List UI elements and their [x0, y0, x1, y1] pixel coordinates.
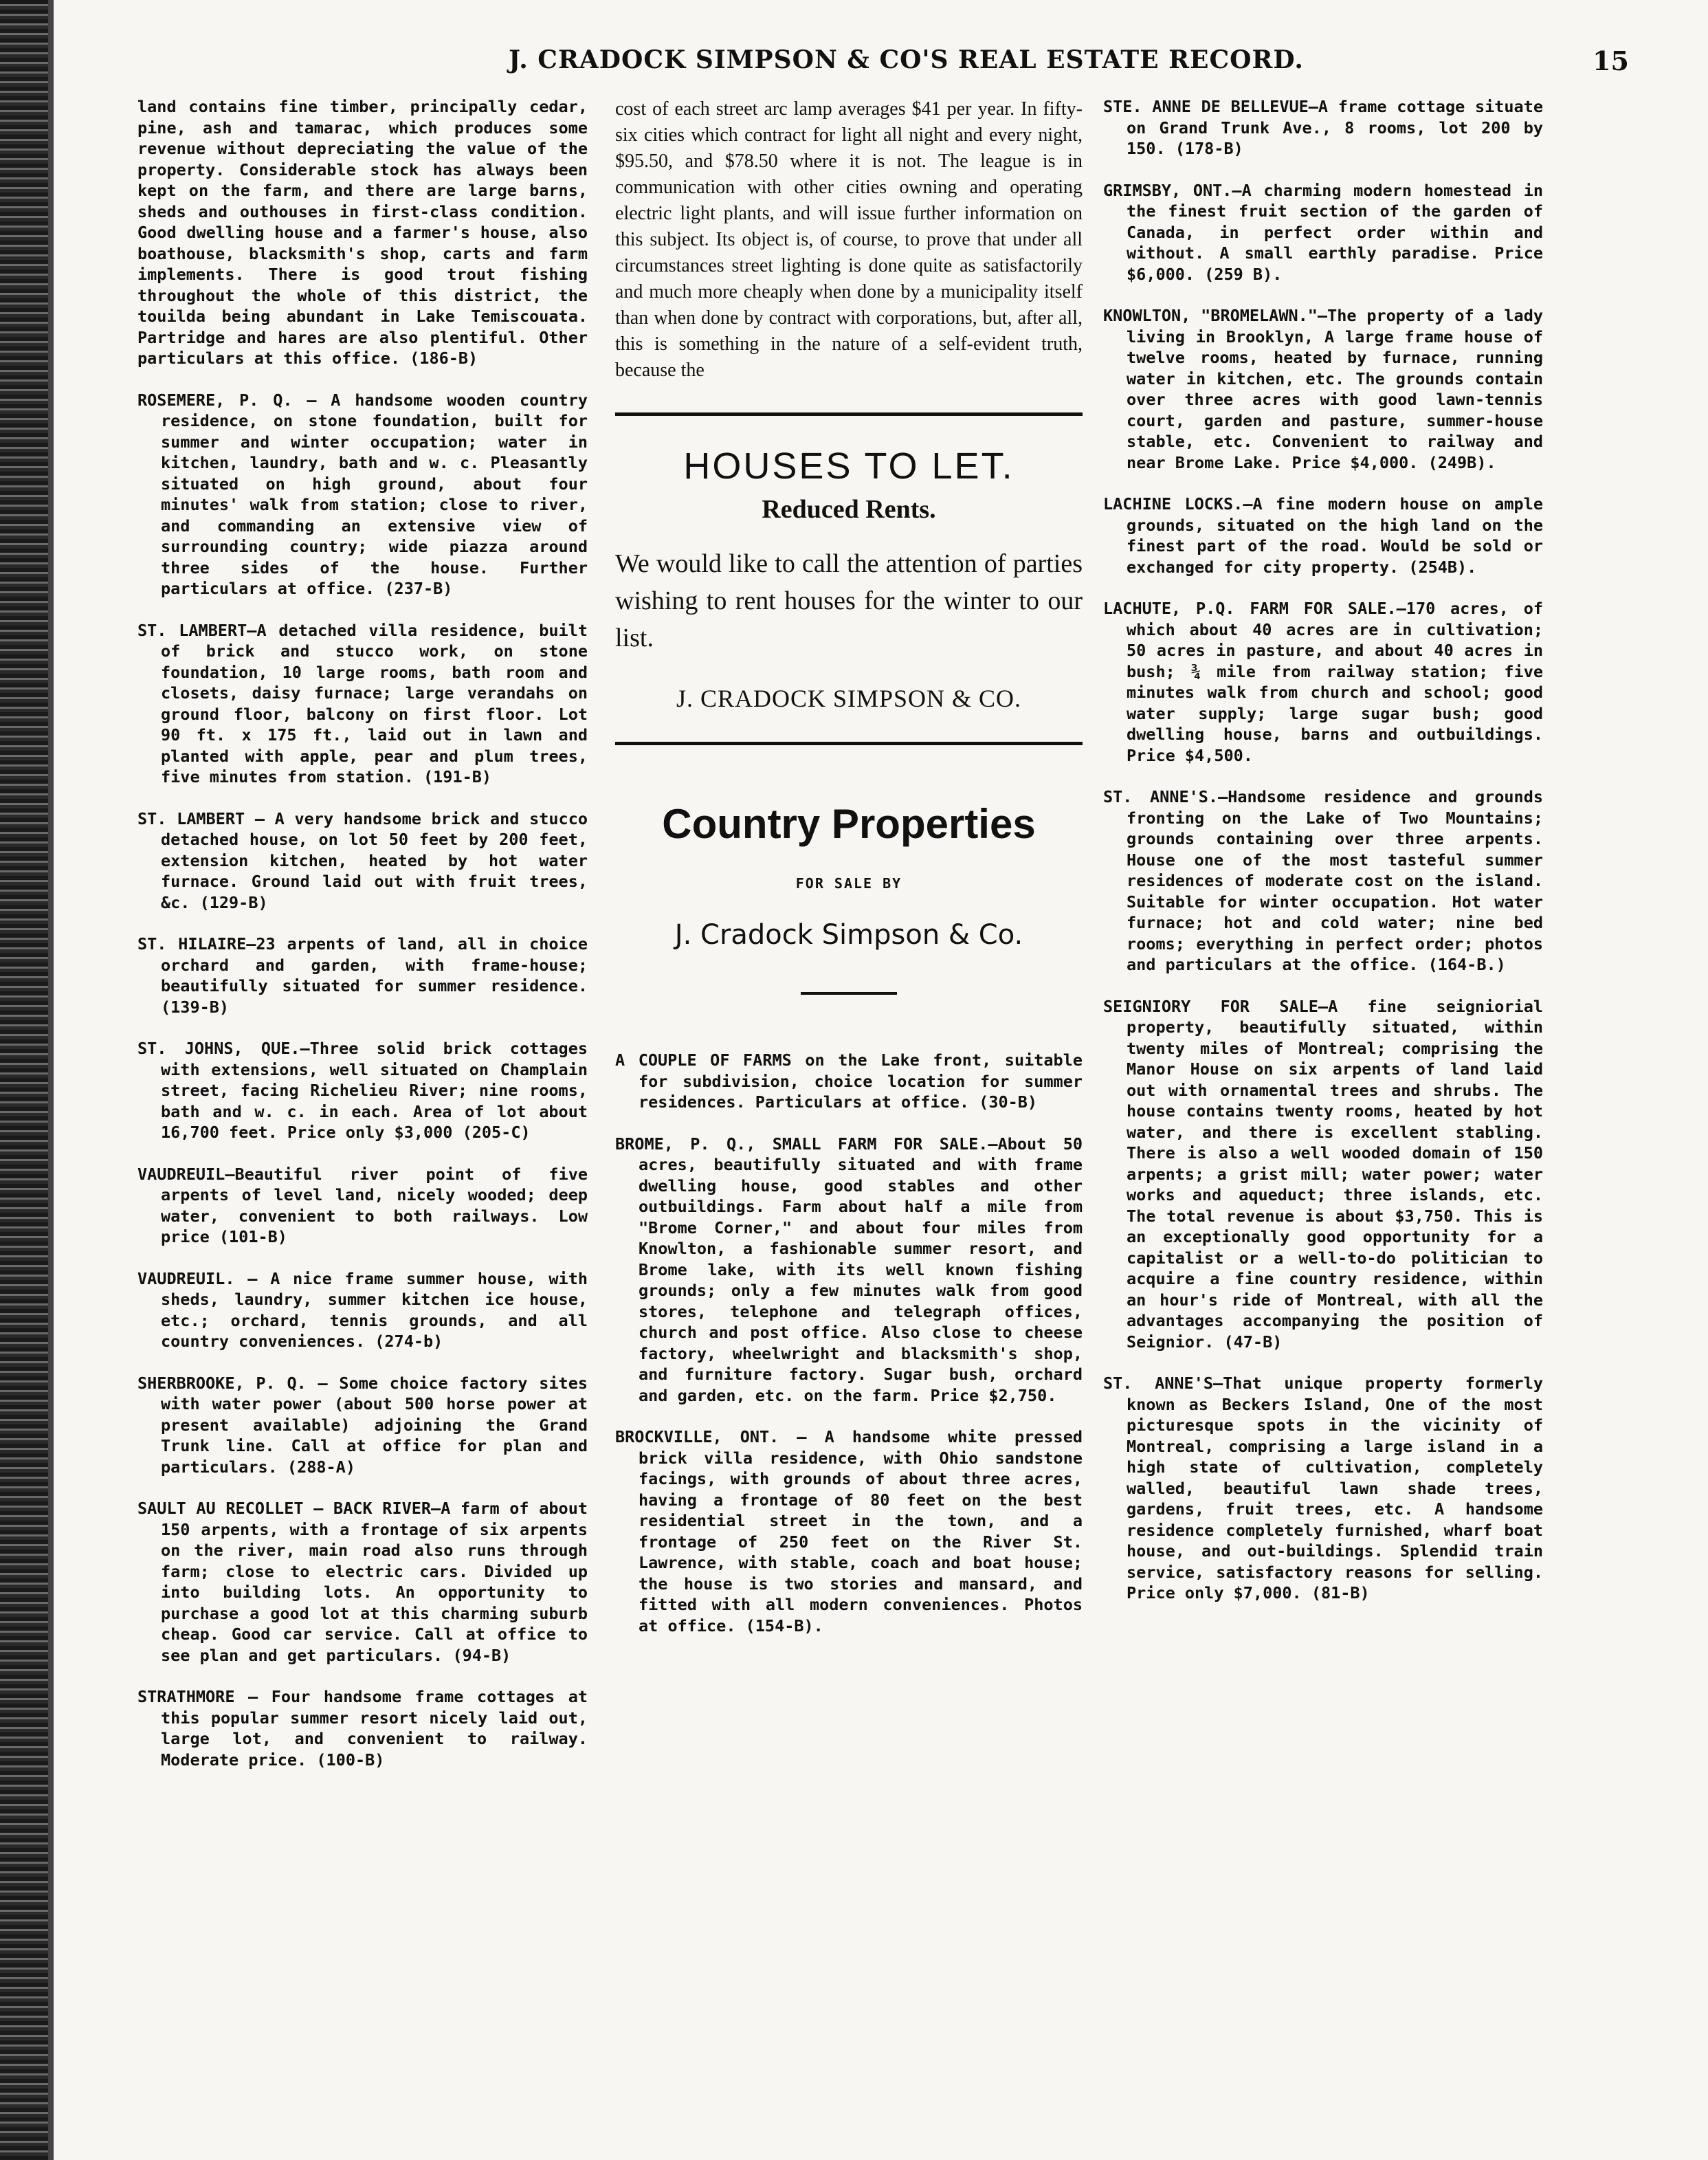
binding-edge: [0, 0, 48, 2160]
column-middle: [615, 96, 1083, 1657]
section-rule: [615, 412, 1083, 416]
listing-entry: BROCKVILLE, ONT. — A handsome white pressed brick villa residence, with Ohio sandstone facings, with grounds of about three acres, having a frontage of 80 feet on the best residential street in the town, and a frontage of 250 feet on the River St. Lawrence, with stable, coach and boat house; the house is two stories and mansard, and fitted with all modern conveniences. Photos at office. (154-B).: [615, 1427, 1083, 1635]
listing-entry: A COUPLE OF FARMS on the Lake front, suitable for subdivision, choice location for summer residences. Particulars at office. (30-B): [615, 1050, 1083, 1112]
listing-entry: BROME, P. Q., SMALL FARM FOR SALE.—About 50 acres, beautifully situated and with frame dwelling house, good stables and other outbuildings. Farm about half a mile from "Brome Corner," and about four miles from Knowlton, a fashionable summer resort, and Brome lake, with its well known fishing grounds; only a few minutes walk from good stores, telephone and telegraph offices, church and post office. Also close to cheese factory, wheelwright and blacksmith's shop, and furniture factory. Sugar bush, orchard and garden, etc. on the farm. Price $2,750.: [615, 1134, 1083, 1405]
binding-shadow: [48, 0, 54, 2160]
listing-entry: ST. HILAIRE—23 arpents of land, all in choice orchard and garden, with frame-house; beautifully situated for summer residence. (139-B): [137, 934, 588, 1017]
page-title: J. CRADOCK SIMPSON & CO'S REAL ESTATE RECORD.: [509, 45, 1304, 74]
listing-entry: SEIGNIORY FOR SALE—A fine seigniorial property, beautifully situated, within twenty miles of Montreal; comprising the Manor House on six arpents of land laid out with ornamental trees and shrubs. The house contains twenty rooms, heated by hot water, and there is excellent stabling. There is also a well wooded domain of 150 arpents; a grist mill; water power; water works and aqueduct; three islands, etc. The total revenue is about $3,750. This is an exceptionally good opportunity for a capitalist or a well-to-do politician to acquire a fine country residence, within an hour's ride of Montreal, with all the advantages accompanying the position of Seignior. (47-B): [1103, 996, 1543, 1352]
ad-body: We would like to call the attention of parties wishing to rent houses for the winter to our list.: [615, 549, 1083, 652]
listing-entry: KNOWLTON, "BROMELAWN."—The property of a lady living in Brooklyn, A large frame house of twelve rooms, heated by furnace, running water in kitchen, etc. The grounds contain over three acres with good lawn-tennis court, garden and pasture, summer-house stable, etc. Convenient to railway and near Brome Lake. Price $4,000. (249B).: [1103, 306, 1543, 472]
column-right: [1103, 96, 1543, 1624]
listing-entry: STRATHMORE — Four handsome frame cottages at this popular summer resort nicely laid out, large lot, and convenient to railway. Moderate price. (100-B): [137, 1687, 588, 1770]
listing-entry: ST. ANNE'S.—Handsome residence and grounds fronting on the Lake of Two Mountains; grounds containing over three arpents. House one of the most tasteful summer residences of moderate cost on the island. Suitable for winter occupation. Hot water furnace; hot and cold water; nine bed rooms; everything in perfect order; photos and particulars at the office. (164-B.): [1103, 787, 1543, 974]
listing-entry: SHERBROOKE, P. Q. — Some choice factory sites with water power (about 500 horse power at present available) adjoining the Grand Trunk line. Call at office for plan and particulars. (288-A): [137, 1373, 588, 1477]
for-sale-by-label: FOR SALE BY: [795, 875, 902, 892]
company-name: J. Cradock Simpson & Co.: [674, 919, 1023, 951]
listing-entry: land contains fine timber, principally cedar, pine, ash and tamarac, which produces some revenue without depreciating the value of the property. Considerable stock has always been kept on the farm, and there are large barns, sheds and outhouses in first-class condition. Good dwelling house and a farmer's house, also boathouse, blacksmith's shop, carts and farm implements. There is good trout fishing throughout the whole of this district, the touilda being abundant in Lake Temiscouata. Partridge and hares are also plentiful. Other particulars at this office. (186-B): [137, 97, 588, 368]
column-left: [137, 96, 588, 1791]
ad-signature: J. CRADOCK SIMPSON & CO.: [676, 685, 1022, 712]
listing-entry: ST. LAMBERT—A detached villa residence, built of brick and stucco work, on stone foundation, 10 large rooms, bath room and closets, daisy furnace; large verandahs on ground floor, balcony on first floor. Lot 90 ft. x 175 ft., laid out in lawn and planted with apple, pear and plum trees, five minutes from station. (191-B): [137, 620, 588, 786]
listing-entry: ST. JOHNS, QUE.—Three solid brick cottages with extensions, well situated on Champlain street, facing Richelieu River; nine rooms, bath and w. c. in each. Area of lot about 16,700 feet. Price only $3,000 (205-C): [137, 1039, 588, 1142]
ad-subtitle: Reduced Rents.: [762, 495, 936, 524]
ad-title: HOUSES TO LET.: [683, 445, 1014, 487]
page-header: [82, 45, 1656, 80]
section-rule: [615, 742, 1083, 745]
listing-entry: STE. ANNE DE BELLEVUE—A frame cottage situate on Grand Trunk Ave., 8 rooms, lot 200 by 150. (178-B): [1103, 97, 1543, 158]
country-properties-title: Country Properties: [662, 801, 1036, 847]
listing-entry: VAUDREUIL—Beautiful river point of five arpents of level land, nicely wooded; deep water, convenient to both railways. Low price (101-B): [137, 1164, 588, 1246]
page-number: 15: [1593, 45, 1629, 76]
listing-entry: LACHUTE, P.Q. FARM FOR SALE.—170 acres, of which about 40 acres are in cultivation; 50 acres in pasture, and about 40 acres in bush; ¾ mile from railway station; five minutes walk from church and school; good water supply; large sugar bush; good dwelling house, barns and outbuildings. Price $4,500.: [1103, 599, 1543, 765]
listing-entry: ROSEMERE, P. Q. — A handsome wooden country residence, on stone foundation, built for summer and winter occupation; water in kitchen, laundry, bath and w. c. Pleasantly situated on high ground, about four minutes' walk from station; close to river, and commanding an extensive view of surrounding country; wide piazza around three sides of the house. Further particulars at office. (237-B): [137, 390, 588, 598]
listing-entry: ST. LAMBERT — A very handsome brick and stucco detached house, on lot 50 feet by 200 feet, extension kitchen, heated by hot water furnace. Ground laid out with fruit trees, &c. (129-B): [137, 808, 588, 912]
listing-entry: GRIMSBY, ONT.—A charming modern homestead in the finest fruit section of the garden of Canada, in perfect order within and without. A small earthly paradise. Price $6,000. (259 B).: [1103, 180, 1543, 284]
listing-entry: LACHINE LOCKS.—A fine modern house on ample grounds, situated on the high land on the finest part of the road. Would be sold or exchanged for city property. (254B).: [1103, 494, 1543, 577]
listing-entry: VAUDREUIL. — A nice frame summer house, with sheds, laundry, summer kitchen ice house, etc.; orchard, tennis grounds, and all country conveniences. (274-b): [137, 1268, 588, 1351]
article-continuation: cost of each street arc lamp averages $41 per year. In fifty-six cities which contract for light all night and every night, $95.50, and $78.50 where it is not. The league is in communication with other cities owning and operating electric light plants, and will issue further information on this subject. Its object is, of course, to prove that under all circumstances street lighting is done quite as satisfactorily and much more cheaply when done by a municipality itself than when done by contract with corporations, but, after all, this is something in the nature of a self-evident truth, because the: [615, 98, 1083, 381]
listing-entry: SAULT AU RECOLLET — BACK RIVER—A farm of about 150 arpents, with a frontage of six arpents on the river, main road also runs through farm; close to electric cars. Divided up into building lots. An opportunity to purchase a good lot at this charming suburb cheap. Good car service. Call at office to see plan and get particulars. (94-B): [137, 1499, 588, 1665]
listing-entry: ST. ANNE'S—That unique property formerly known as Beckers Island, One of the most picturesque spots in the vicinity of Montreal, comprising a large island in a high state of cultivation, completely walled, beautiful lawn shade trees, gardens, fruit trees, etc. A handsome residence completely furnished, wharf boat house, and out-buildings. Splendid train service, satisfactory reasons for selling. Price only $7,000. (81-B): [1103, 1374, 1543, 1602]
short-rule: [801, 992, 897, 995]
